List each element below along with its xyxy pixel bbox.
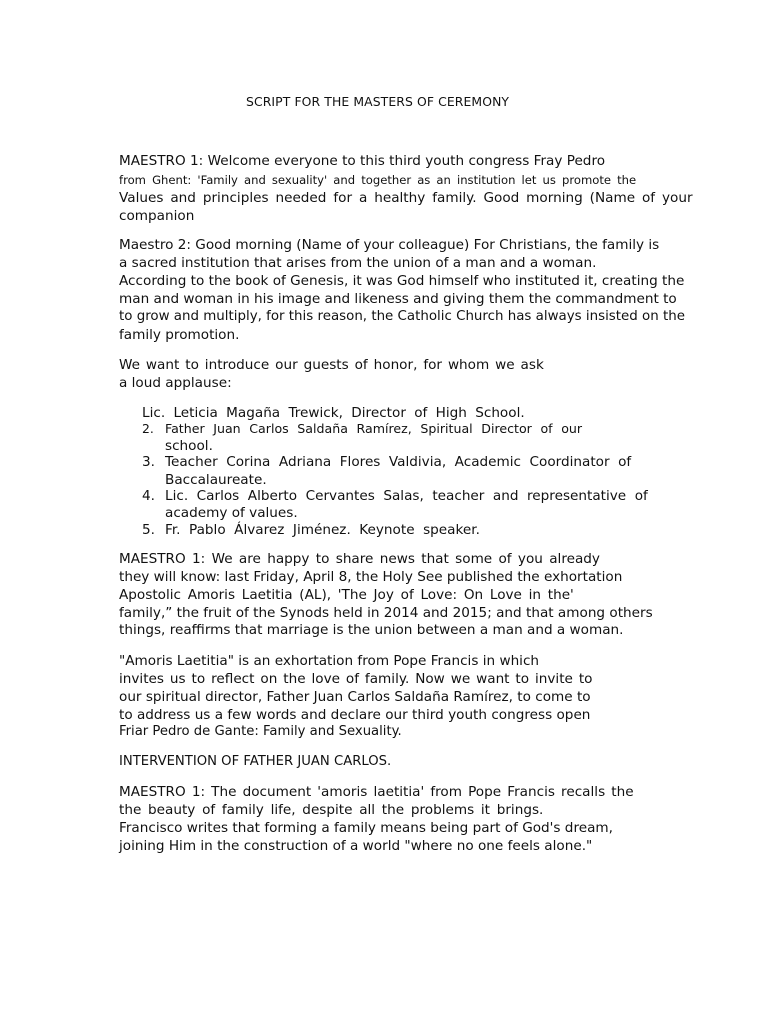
guest-item-2-line-1: Father Juan Carlos Saldaña Ramírez, Spiritual Director of our bbox=[165, 421, 583, 436]
guest-item-4-line-2: academy of values. bbox=[165, 505, 298, 521]
paragraph-7-line-1: MAESTRO 1: The document 'amoris laetitia' from Pope Francis recalls the bbox=[119, 784, 634, 800]
paragraph-1-line-2: from Ghent: 'Family and sexuality' and together as an institution let us promote the bbox=[119, 173, 637, 187]
guest-item-5-line-1: Fr. Pablo Álvarez Jiménez. Keynote speaker. bbox=[165, 522, 480, 538]
paragraph-2-line-2: a sacred institution that arises from the union of a man and a woman. bbox=[119, 255, 597, 271]
document-title: SCRIPT FOR THE MASTERS OF CEREMONY bbox=[246, 94, 510, 109]
paragraph-3-line-2: a loud applause: bbox=[119, 375, 232, 391]
paragraph-1-line-1: MAESTRO 1: Welcome everyone to this third youth congress Fray Pedro bbox=[119, 153, 606, 169]
paragraph-7-line-3: Francisco writes that forming a family means being part of God's dream, bbox=[119, 820, 613, 836]
guest-item-3-line-2: Baccalaureate. bbox=[165, 472, 267, 488]
guest-item-3-number: 3. bbox=[142, 454, 155, 470]
guest-item-1: Lic. Leticia Magaña Trewick, Director of High School. bbox=[142, 405, 525, 421]
paragraph-2-line-5: to grow and multiply, for this reason, the Catholic Church has always insisted on the bbox=[119, 309, 685, 324]
paragraph-3-line-1: We want to introduce our guests of honor, for whom we ask bbox=[119, 357, 544, 373]
paragraph-5-line-2: invites us to reflect on the love of family. Now we want to invite to bbox=[119, 671, 593, 687]
paragraph-5-line-3: our spiritual director, Father Juan Carlos Saldaña Ramírez, to come to bbox=[119, 689, 591, 705]
guest-item-2-number: 2. bbox=[142, 421, 154, 436]
paragraph-4-line-4: family,” the fruit of the Synods held in 2014 and 2015; and that among others bbox=[119, 605, 653, 621]
paragraph-4-line-5: things, reaffirms that marriage is the union between a man and a woman. bbox=[119, 622, 624, 638]
paragraph-4-line-2: they will know: last Friday, April 8, the Holy See published the exhortation bbox=[119, 569, 623, 585]
guest-item-4-line-1: Lic. Carlos Alberto Cervantes Salas, teacher and representative of bbox=[165, 488, 648, 504]
paragraph-1-line-3: Values and principles needed for a healthy family. Good morning (Name of your bbox=[119, 190, 693, 206]
paragraph-2-line-1: Maestro 2: Good morning (Name of your colleague) For Christians, the family is bbox=[119, 237, 660, 253]
guest-item-5-number: 5. bbox=[142, 522, 155, 538]
guest-item-4-number: 4. bbox=[142, 488, 155, 504]
paragraph-2-line-6: family promotion. bbox=[119, 327, 240, 343]
paragraph-7-line-2: the beauty of family life, despite all the problems it brings. bbox=[119, 802, 544, 818]
paragraph-2-line-4: man and woman in his image and likeness and giving them the commandment to bbox=[119, 291, 677, 307]
paragraph-4-line-3: Apostolic Amoris Laetitia (AL), 'The Joy of Love: On Love in the' bbox=[119, 587, 574, 603]
paragraph-1-line-4: companion bbox=[119, 208, 195, 224]
paragraph-5-line-1: "Amoris Laetitia" is an exhortation from Pope Francis in which bbox=[119, 653, 540, 669]
paragraph-7-line-4: joining Him in the construction of a world "where no one feels alone." bbox=[119, 838, 593, 854]
paragraph-4-line-1: MAESTRO 1: We are happy to share news that some of you already bbox=[119, 551, 600, 567]
paragraph-2-line-3: According to the book of Genesis, it was God himself who instituted it, creating the bbox=[119, 273, 685, 289]
paragraph-5-line-5: Friar Pedro de Gante: Family and Sexuality. bbox=[119, 724, 402, 739]
guest-item-2-line-2: school. bbox=[165, 438, 213, 454]
paragraph-5-line-4: to address us a few words and declare our third youth congress open bbox=[119, 707, 591, 723]
guest-item-3-line-1: Teacher Corina Adriana Flores Valdivia, Academic Coordinator of bbox=[165, 454, 632, 470]
paragraph-6-line-1: INTERVENTION OF FATHER JUAN CARLOS. bbox=[119, 754, 392, 769]
